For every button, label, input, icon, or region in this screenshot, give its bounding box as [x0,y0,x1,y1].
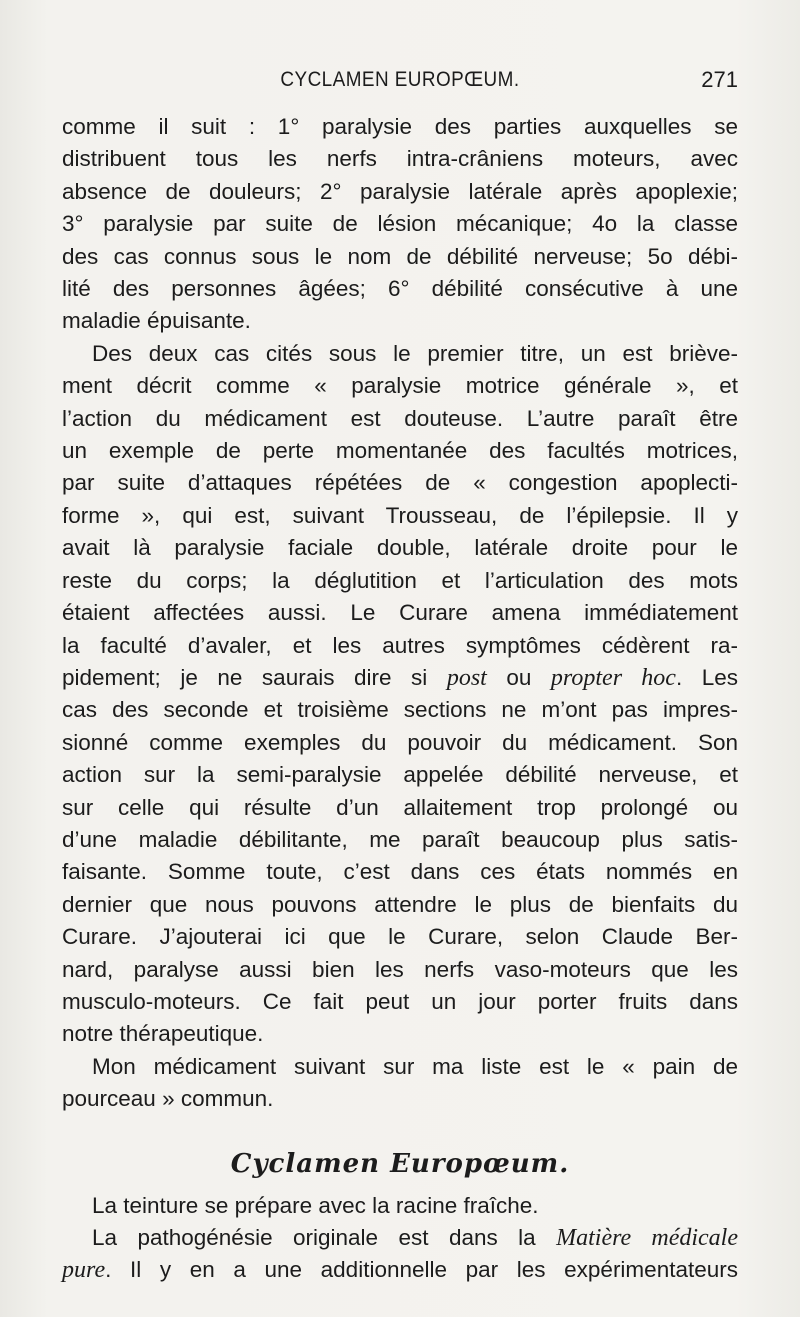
text-run: pidement; je ne saurais dire si [62,664,447,690]
section-heading: Cyclamen Europœum. [230,1148,570,1179]
text-line: cas des seconde et troisième sections ne m’ont pas impres- [62,697,738,723]
text-line: maladie épuisante. [62,308,251,334]
text-run: . Les [675,664,739,690]
text-line: musculo-moteurs. Ce fait peut un jour porter fruits dans [62,988,738,1014]
text-line: sionné comme exemples du pouvoir du médicament. Son [62,729,738,755]
text-line: forme », qui est, suivant Trousseau, de l’épilepsie. Il y [62,502,738,528]
page-number: 271 [701,67,738,92]
text-line: dernier que nous pouvons attendre le plus de bienfaits du [62,891,738,917]
text-line: un exemple de perte momentanée des facultés motrices, [62,438,738,464]
text-line: ment décrit comme « paralysie motrice générale », et [62,373,738,399]
running-title: CYCLAMEN EUROPŒUM. [280,68,520,91]
text-line: Curare. J’ajouterai ici que le Curare, selon Claude Ber- [62,924,738,950]
text-line: absence de douleurs; 2° paralysie latérale après apoplexie; [62,178,738,204]
text-line: la faculté d’avaler, et les autres symptômes cédèrent ra- [62,632,738,658]
text-line: Mon médicament suivant sur ma liste est le « pain de [92,1053,738,1079]
text-line: pourceau » commun. [62,1086,274,1112]
text-line [62,1254,738,1286]
text-line: notre thérapeutique. [62,1021,264,1047]
italic-run: post [446,664,487,691]
text-line: comme il suit : 1° paralysie des parties auxquelles se [62,114,738,139]
body-text [62,111,738,1287]
text-line: reste du corps; la déglutition et l’articulation des mots [62,567,738,593]
text-line: avait là paralysie faciale double, latérale droite pour le [62,535,738,561]
text-line: La teinture se prépare avec la racine fraîche. [92,1192,539,1218]
text-run: La pathogénésie originale est dans la [92,1225,557,1250]
italic-run: propter hoc [550,664,676,691]
text-line: 3° paralysie par suite de lésion mécanique; 4o la classe [62,211,738,237]
text-line: étaient affectées aussi. Le Curare amena immédiatement [62,600,738,626]
text-line: action sur la semi-paralysie appelée débilité nerveuse, et [62,762,738,788]
text-run: ou [486,664,551,690]
text-line [62,1222,738,1254]
italic-run: Matière médicale [556,1225,738,1251]
text-line: des cas connus sous le nom de débilité nerveuse; 5o débi- [62,243,738,269]
italic-run: pure [62,1257,106,1284]
text-line: nard, paralyse aussi bien les nerfs vaso-moteurs que les [62,956,738,982]
text-run: . Il y en a une additionnelle par les expérimentateurs [105,1257,738,1283]
running-head [62,62,738,98]
text-line: d’une maladie débilitante, me paraît beaucoup plus satis- [62,826,738,852]
text-line: lité des personnes âgées; 6° débilité consécutive à une [62,276,738,302]
text-line [62,662,738,694]
text-line: distribuent tous les nerfs intra-crâniens moteurs, avec [62,146,738,172]
text-line: sur celle qui résulte d’un allaitement trop prolongé ou [62,794,738,820]
text-line: par suite d’attaques répétées de « congestion apoplecti- [62,470,738,496]
text-line: faisante. Somme toute, c’est dans ces états nommés en [62,859,738,885]
text-line: l’action du médicament est douteuse. L’autre paraît être [62,405,738,431]
text-line: Des deux cas cités sous le premier titre, un est briève- [92,340,738,366]
